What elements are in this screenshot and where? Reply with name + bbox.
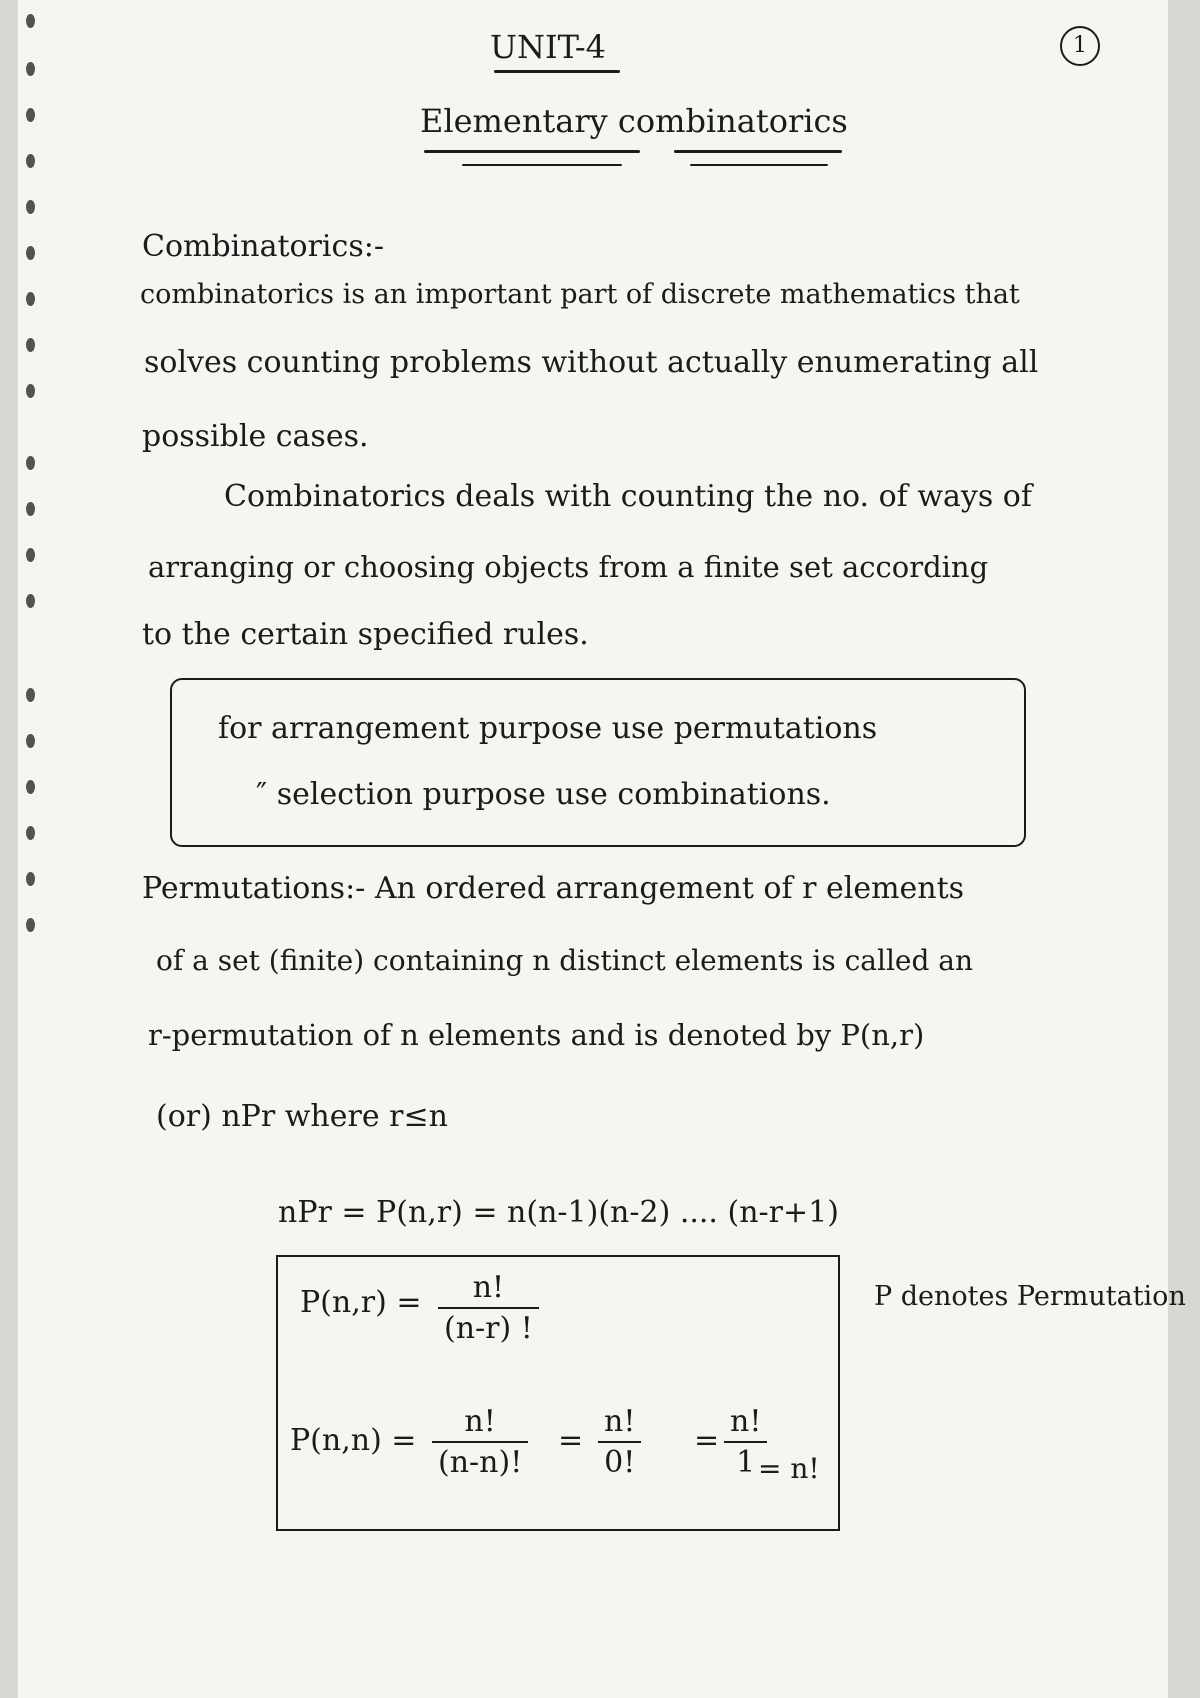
fraction-numerator: n! (464, 1404, 496, 1439)
binding-hole (26, 780, 35, 794)
fraction-numerator: n! (730, 1404, 762, 1439)
permutation-expansion: nPr = P(n,r) = n(n-1)(n-2) .... (n-r+1) (278, 1195, 839, 1230)
permutations-definition: r-permutation of n elements and is denoted by P(n,r) (148, 1018, 925, 1052)
equals-sign: = (694, 1423, 720, 1458)
binding-hole (26, 384, 35, 398)
formula-p-n-n-fraction (432, 1404, 528, 1480)
formula-p-n-n-result: = n! (758, 1452, 820, 1485)
note-box (170, 678, 1026, 847)
unit-underline (494, 70, 620, 73)
title-underline (690, 164, 828, 166)
permutations-definition: of a set (finite) containing n distinct elements is called an (156, 944, 974, 977)
fraction-bar (432, 1441, 528, 1443)
binding-hole (26, 734, 35, 748)
binding-hole (26, 200, 35, 214)
equals-sign: = (558, 1423, 584, 1458)
formula-p-n-r-lhs: P(n,r) = (300, 1285, 422, 1320)
notebook-page (18, 0, 1186, 1698)
title-underline (424, 150, 640, 153)
fraction-bar (598, 1441, 641, 1443)
formula-p-n-n-lhs: P(n,n) = (290, 1423, 417, 1458)
description-line: arranging or choosing objects from a finite set according (148, 550, 989, 584)
permutation-side-note: P denotes Permutation (874, 1281, 1186, 1312)
binding-hole (26, 62, 35, 76)
combinatorics-heading: Combinatorics:- (142, 229, 384, 264)
definition-line: combinatorics is an important part of discrete mathematics that (140, 279, 1020, 310)
page-number: 1 (1060, 26, 1100, 66)
fraction-bar (724, 1441, 767, 1443)
binding-hole (26, 826, 35, 840)
fraction-denominator: (n-r) ! (444, 1311, 533, 1346)
formula-p-n-n-fraction (598, 1404, 641, 1480)
binding-hole (26, 918, 35, 932)
note-arrangement: for arrangement purpose use permutations (218, 711, 878, 746)
binding-hole (26, 14, 35, 28)
binding-hole (26, 502, 35, 516)
description-line: Combinatorics deals with counting the no. of ways of (224, 479, 1032, 514)
binding-hole (26, 594, 35, 608)
fraction-denominator: 1 (736, 1445, 756, 1480)
permutations-definition: Permutations:- An ordered arrangement of r elements (142, 871, 965, 906)
formula-p-n-r-fraction (438, 1270, 539, 1346)
fraction-denominator: (n-n)! (438, 1445, 523, 1480)
fraction-denominator: 0! (604, 1445, 636, 1480)
note-selection: ″ selection purpose use combinations. (256, 777, 831, 812)
title-underline (462, 164, 622, 166)
binding-hole (26, 108, 35, 122)
unit-label: UNIT-4 (490, 28, 606, 66)
binding-hole (26, 154, 35, 168)
page-title: Elementary combinatorics (420, 102, 848, 140)
title-underline (674, 150, 842, 153)
binding-hole (26, 292, 35, 306)
binding-hole (26, 872, 35, 886)
binding-holes (26, 0, 42, 1698)
binding-hole (26, 688, 35, 702)
definition-line: possible cases. (142, 419, 369, 454)
binding-hole (26, 246, 35, 260)
fraction-numerator: n! (604, 1404, 636, 1439)
fraction-numerator: n! (472, 1270, 505, 1305)
description-line: to the certain specified rules. (142, 617, 589, 652)
binding-hole (26, 338, 35, 352)
definition-line: solves counting problems without actually enumerating all (144, 345, 1039, 380)
permutations-definition: (or) nPr where r≤n (156, 1099, 448, 1134)
binding-hole (26, 456, 35, 470)
binding-hole (26, 548, 35, 562)
fraction-bar (438, 1307, 539, 1309)
